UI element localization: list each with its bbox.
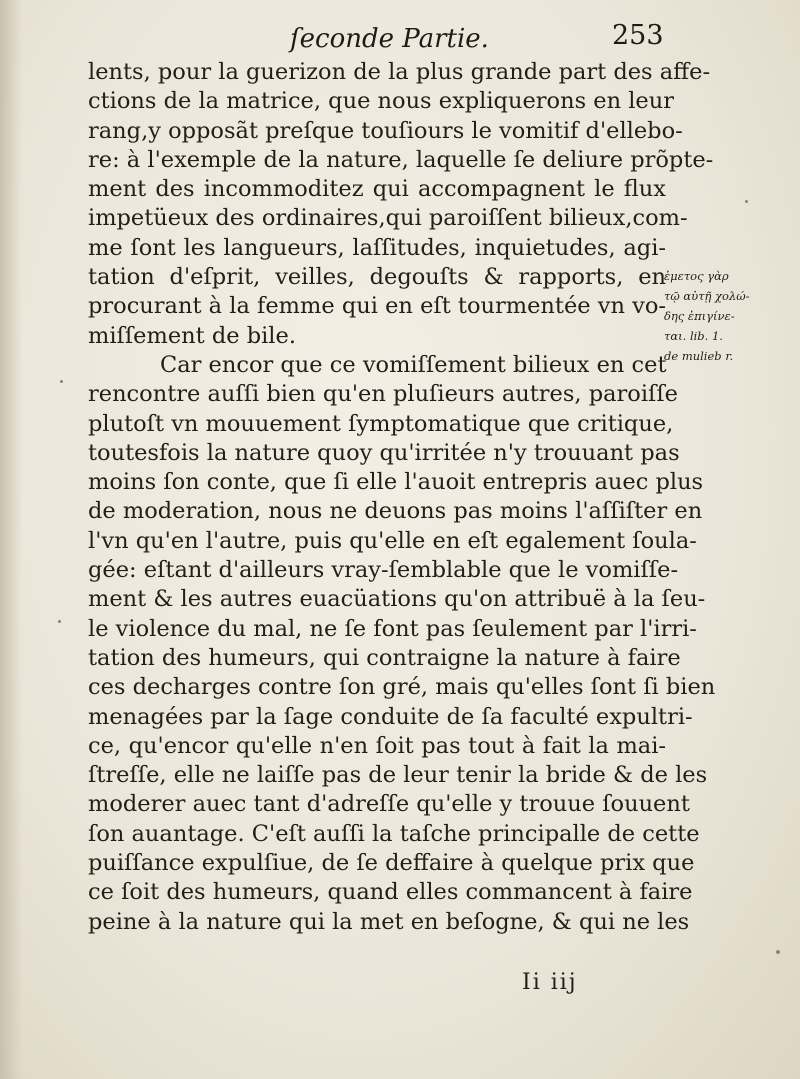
- text-line: menagées par la ſage conduite de ſa faculté expultri-: [88, 703, 693, 730]
- page-number: 253: [612, 20, 664, 51]
- paper-speck: [58, 620, 61, 623]
- text-line: ment des incommoditez qui accompagnent le flux: [88, 176, 666, 203]
- margin-note-line: δης ἐπιγίνε-: [664, 309, 735, 323]
- paper-speck: [60, 380, 63, 383]
- signature-mark: Ii iij: [522, 970, 578, 995]
- text-line: rencontre auſſi bien qu'en pluſieurs autres, paroiſſe: [88, 381, 678, 408]
- running-head: [0, 20, 800, 60]
- margin-note-line: de mulieb r.: [664, 349, 734, 363]
- text-line: ment & les autres euacüations qu'on attribuë à la ſeu-: [88, 586, 706, 613]
- text-line: lents, pour la guerizon de la plus grande part des affe-: [88, 59, 711, 85]
- text-line: le violence du mal, ne ſe font pas ſeulement par l'irri-: [88, 615, 697, 642]
- text-line: tation d'eſprit, veilles, degouſts & rapports, en: [88, 264, 666, 291]
- margin-note-line: τῷ αὐτῇ χολώ-: [664, 289, 750, 303]
- text-line: ce, qu'encor qu'elle n'en ſoit pas tout à fait la mai-: [88, 732, 666, 759]
- text-line: plutoſt vn mouuement ſymptomatique que critique,: [88, 410, 674, 437]
- text-line: peine à la nature qui la met en beſogne, & qui ne les: [88, 908, 690, 935]
- text-line: impetüeux des ordinaires,qui paroiſſent bilieux,com-: [88, 205, 688, 232]
- text-line: ctions de la matrice, que nous expliquerons en leur: [88, 88, 674, 115]
- paragraph-start-line: Car encor que ce vomiſſement bilieux en cet: [160, 351, 667, 378]
- margin-note-line: ται. lib. 1.: [664, 329, 723, 343]
- margin-note: [664, 266, 768, 366]
- text-line: tation des humeurs, qui contraigne la nature à faire: [88, 644, 681, 671]
- running-head-title: ſeconde Partie.: [290, 24, 489, 54]
- text-line: ſon auantage. C'eſt auſſi la taſche principalle de cette: [88, 820, 700, 847]
- text-line: moderer auec tant d'adreſſe qu'elle y trouue ſouuent: [88, 791, 690, 818]
- page-gutter-shadow: [0, 0, 22, 1079]
- text-line: ce ſoit des humeurs, quand elles commancent à faire: [88, 879, 693, 906]
- text-line: puiſſance expulſiue, de ſe deffaire à quelque prix que: [88, 850, 695, 877]
- text-line: rang,y opposãt preſque touſiours le vomitif d'ellebo-: [88, 117, 683, 144]
- text-line: ces decharges contre ſon gré, mais qu'elles ſont ſi bien: [88, 674, 716, 701]
- text-line: miſſement de bile.: [88, 322, 296, 349]
- paper-speck: [776, 950, 780, 954]
- paper-speck: [745, 200, 748, 203]
- text-line: procurant à la femme qui en eſt tourmentée vn vo-: [88, 293, 666, 320]
- text-line: l'vn qu'en l'autre, puis qu'elle en eſt egalement ſoula-: [88, 527, 697, 554]
- text-line: moins ſon conte, que ſi elle l'auoit entrepris auec plus: [88, 469, 704, 496]
- text-line: gée: eſtant d'ailleurs vray-ſemblable que le vomiſſe-: [88, 557, 679, 584]
- text-line: toutesfois la nature quoy qu'irritée n'y trouuant pas: [88, 439, 680, 466]
- text-line: me ſont les langueurs, laſſitudes, inquietudes, agi-: [88, 234, 666, 261]
- margin-note-line: ἐμετος γὰρ: [664, 269, 729, 283]
- text-line: re: à l'exemple de la nature, laquelle ſe deliure prõpte-: [88, 146, 714, 173]
- text-line: ſtreſſe, elle ne laiſſe pas de leur tenir la bride & de les: [88, 762, 708, 789]
- text-line: de moderation, nous ne deuons pas moins l'aſſiſter en: [88, 498, 703, 525]
